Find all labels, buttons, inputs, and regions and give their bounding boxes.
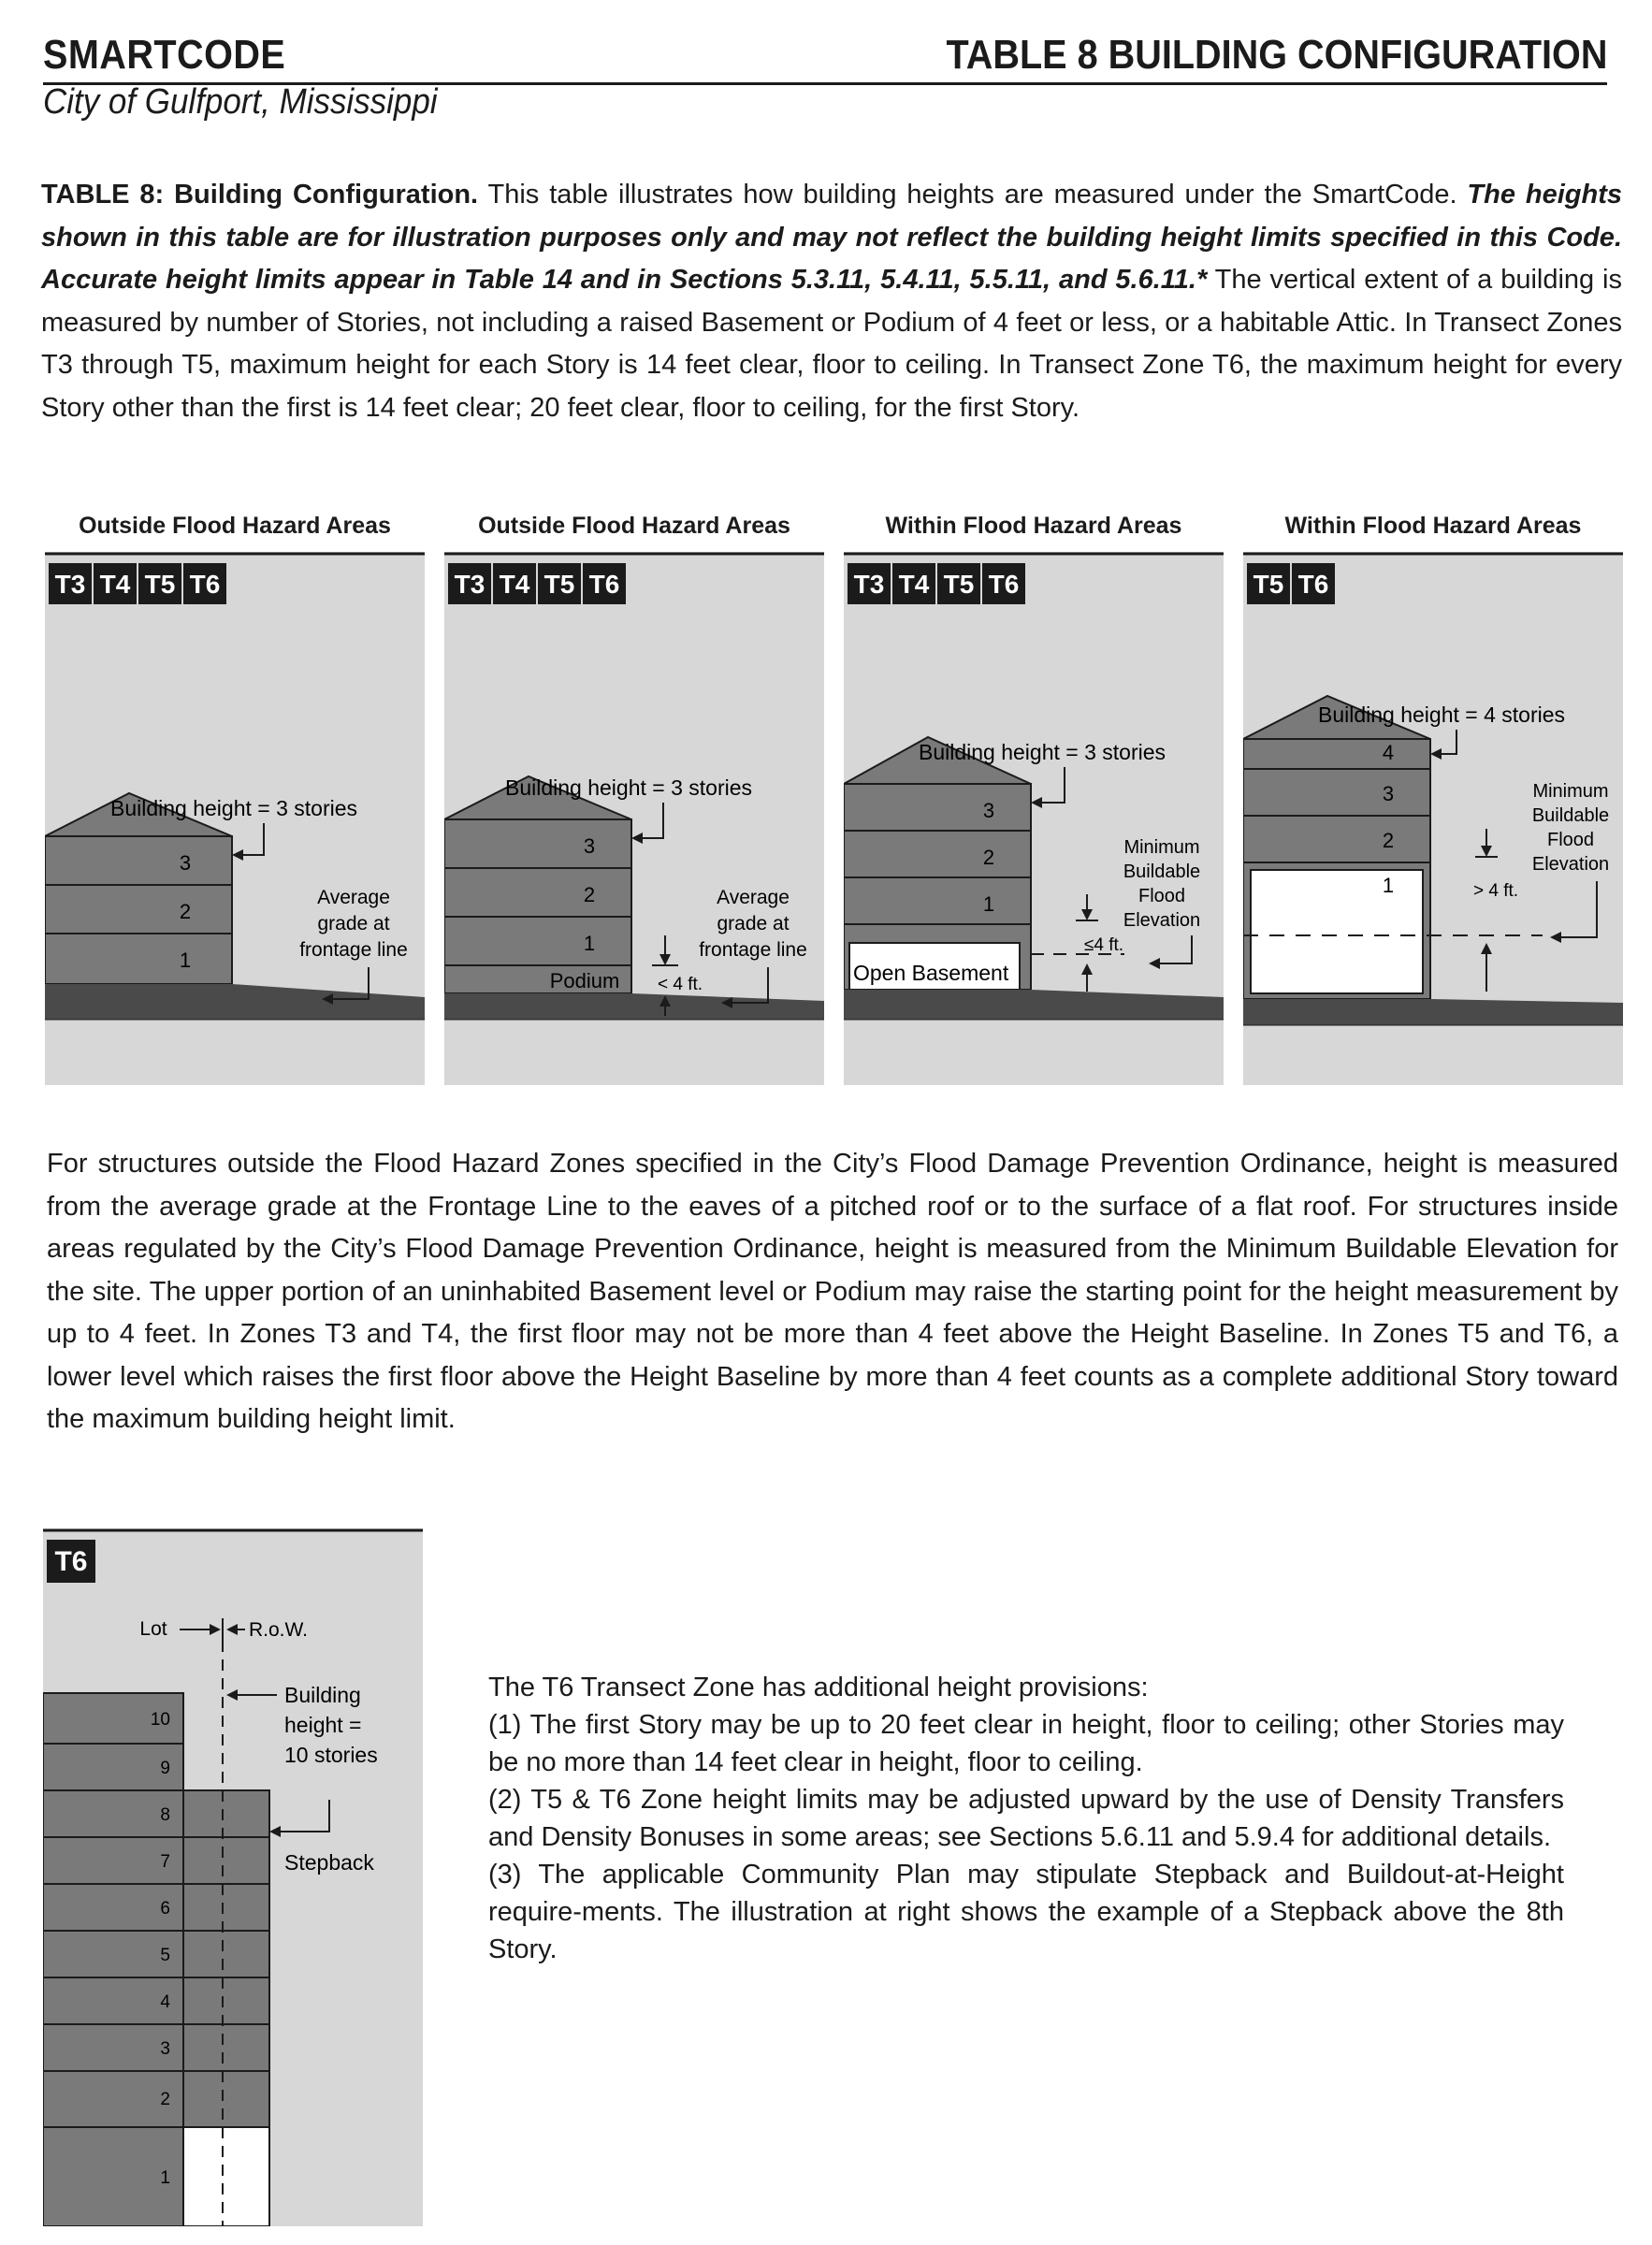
side-label-line: grade at — [717, 913, 790, 934]
height-label-line: 10 stories — [284, 1743, 378, 1767]
side-label-line: Buildable — [1531, 805, 1610, 826]
dim-label: < 4 ft. — [657, 975, 703, 994]
panel-diagram — [844, 552, 1224, 1085]
base-label: Podium — [549, 969, 620, 992]
side-label-line: Buildable — [1123, 862, 1201, 882]
height-label: Building height = 3 stories — [919, 740, 1167, 764]
floor-number: 3 — [1382, 782, 1395, 805]
zone-badge: T6 — [988, 570, 1020, 599]
t6-provisions — [488, 1669, 1564, 1968]
floor-number: 1 — [160, 2168, 170, 2188]
height-label-line: height = — [284, 1713, 362, 1737]
zone-badge: T3 — [454, 570, 485, 599]
intro-emphasis: The heights shown in this table are for illustration purposes only and may not reflect the building height limits specified in this Code. Accurate height limits appear in Table 14 and in Sections 5.3.11, 5.4.11, 5.5.11, and 5.6.11.* — [41, 180, 1623, 295]
height-label: Building height = 4 stories — [1318, 702, 1566, 727]
intro-lead: TABLE 8: Building Configuration. — [41, 180, 479, 210]
floor-number: 5 — [160, 1946, 170, 1965]
dim-label: ≤4 ft. — [1083, 935, 1124, 955]
side-label-line: Minimum — [1532, 781, 1609, 802]
floor-number: 3 — [179, 851, 192, 875]
side-label-line: Average — [717, 887, 790, 908]
height-label: Building height = 3 stories — [505, 775, 753, 800]
zone-badge: T3 — [54, 570, 86, 599]
floor-number: 2 — [982, 846, 995, 869]
lot-label: Lot — [139, 1618, 167, 1640]
zone-badge: T5 — [1253, 570, 1284, 599]
zone-badge: T4 — [898, 570, 930, 599]
floor-number: 6 — [160, 1899, 170, 1919]
t6-diagram — [43, 1528, 423, 2226]
building-body — [45, 836, 232, 984]
code-title: SMARTCODE — [43, 32, 286, 78]
panel-diagram — [45, 552, 425, 1085]
side-label-line: Elevation — [1531, 854, 1610, 875]
panel-caption: Outside Flood Hazard Areas — [478, 513, 790, 539]
side-label-line: grade at — [317, 913, 390, 934]
floor-number: 7 — [160, 1852, 170, 1872]
side-label-line: frontage line — [699, 939, 807, 961]
table-title: TABLE 8 BUILDING CONFIGURATION — [946, 32, 1607, 78]
floor-number: 8 — [160, 1805, 170, 1825]
floor-number: 2 — [1382, 829, 1395, 852]
height-label: Building height = 3 stories — [110, 796, 358, 820]
floor-number: 4 — [1382, 741, 1395, 764]
zone-badge: T5 — [943, 570, 975, 599]
panel-caption: Within Flood Hazard Areas — [885, 513, 1182, 539]
panel-outside-flood-1 — [45, 513, 425, 1085]
base-label: Open Basement — [853, 961, 1009, 985]
provision-1: (1) The first Story may be up to 20 feet clear in height, floor to ceiling; other Stories may be no more than 14 feet clear in height, floor to ceiling. — [488, 1710, 1564, 1777]
provisions-intro: The T6 Transect Zone has additional height provisions: — [488, 1673, 1149, 1702]
floor-number: 10 — [150, 1710, 170, 1730]
row-label: R.o.W. — [249, 1619, 309, 1641]
zone-badge: T6 — [588, 570, 620, 599]
page-header-left — [43, 32, 471, 123]
stepback-lower — [183, 1790, 269, 2127]
panel-caption: Outside Flood Hazard Areas — [79, 513, 391, 539]
zone-badge: T6 — [1297, 570, 1329, 599]
panel-within-flood-2 — [1243, 513, 1623, 1085]
floor-number: 3 — [160, 2039, 170, 2059]
floor-number: 1 — [1382, 874, 1395, 897]
floor-number: 1 — [179, 949, 192, 972]
zone-badge: T4 — [99, 570, 131, 599]
zone-badge: T5 — [543, 570, 575, 599]
city-subtitle: City of Gulfport, Mississippi — [43, 82, 438, 122]
panel-diagram — [444, 552, 824, 1085]
intro-text-1: This table illustrates how building heights are measured under the SmartCode. — [478, 180, 1468, 210]
zone-badge: T3 — [853, 570, 885, 599]
building-body — [444, 819, 631, 993]
floor-number: 2 — [583, 883, 596, 906]
floor-number: 4 — [160, 1992, 170, 2012]
dim-label: > 4 ft. — [1472, 881, 1519, 901]
side-label-line: Average — [317, 887, 390, 908]
floor-number: 9 — [160, 1759, 170, 1778]
panel-within-flood-1 — [844, 513, 1224, 1085]
zone-badge: T4 — [499, 570, 530, 599]
intro-paragraph — [41, 174, 1622, 429]
zone-badge: T6 — [189, 570, 221, 599]
floor-number: 2 — [160, 2090, 170, 2109]
t6-stepback-diagram — [43, 1528, 423, 2226]
side-label-line: frontage line — [299, 939, 408, 961]
lower-level — [1251, 870, 1423, 993]
floor-number: 3 — [583, 834, 596, 858]
zone-badge: T5 — [144, 570, 176, 599]
floor-number: 1 — [982, 892, 995, 916]
side-label-line: Flood — [1138, 886, 1186, 906]
flood-zone-paragraph: For structures outside the Flood Hazard Zones specified in the City’s Flood Damage Prevention Ordinance, height is measured from the average grade at the Frontage Line to the eaves of a pitched roof or to the surface of a flat roof. For structures inside areas regulated by the City’s Flood Damage Prevention Ordinance, height is measured from the Minimum Buildable Elevation for the site. The upper portion of an uninhabited Basement level or Podium may raise the starting point for the height measurement by up to 4 feet. In Zones T3 and T4, the first floor may not be more than 4 feet above the Height Baseline. In Zones T5 and T6, a lower level which raises the first floor above the Height Baseline by more than 4 feet counts as a complete additional Story toward the maximum building height limit. — [47, 1149, 1618, 1434]
side-label-line: Elevation — [1123, 910, 1201, 931]
side-label-line: Minimum — [1123, 837, 1200, 858]
intro-text-2: The vertical extent of a building is measured by number of Stories, not including a raised Basement or Podium of 4 feet or less, or a habitable Attic. In Transect Zones T3 through T5, maximum height for each Story is 14 feet clear, floor to ceiling. In Transect Zone T6, the maximum height for every Story other than the first is 14 feet clear; 20 feet clear, floor to ceiling, for the first Story. — [41, 265, 1622, 423]
provision-3: (3) The applicable Community Plan may stipulate Stepback and Buildout-at-Height require-ments. The illustration at right shows the example of a Stepback above the 8th Story. — [488, 1860, 1564, 1964]
zone-badge: T6 — [54, 1546, 88, 1577]
stepback-label: Stepback — [284, 1850, 374, 1875]
floor-number: 1 — [583, 932, 596, 955]
floor-number: 2 — [179, 900, 192, 923]
header-divider — [43, 82, 1607, 85]
height-label-line: Building — [284, 1683, 361, 1707]
floor-number: 3 — [982, 799, 995, 822]
side-label-line: Flood — [1546, 830, 1595, 850]
provision-2: (2) T5 & T6 Zone height limits may be adjusted upward by the use of Density Transfers and Density Bonuses in some areas; see Sections 5.6.11 and 5.9.4 for additional details. — [488, 1785, 1564, 1852]
panel-outside-flood-2 — [444, 513, 824, 1085]
panel-diagram — [1243, 552, 1623, 1085]
panel-caption: Within Flood Hazard Areas — [1284, 513, 1582, 539]
